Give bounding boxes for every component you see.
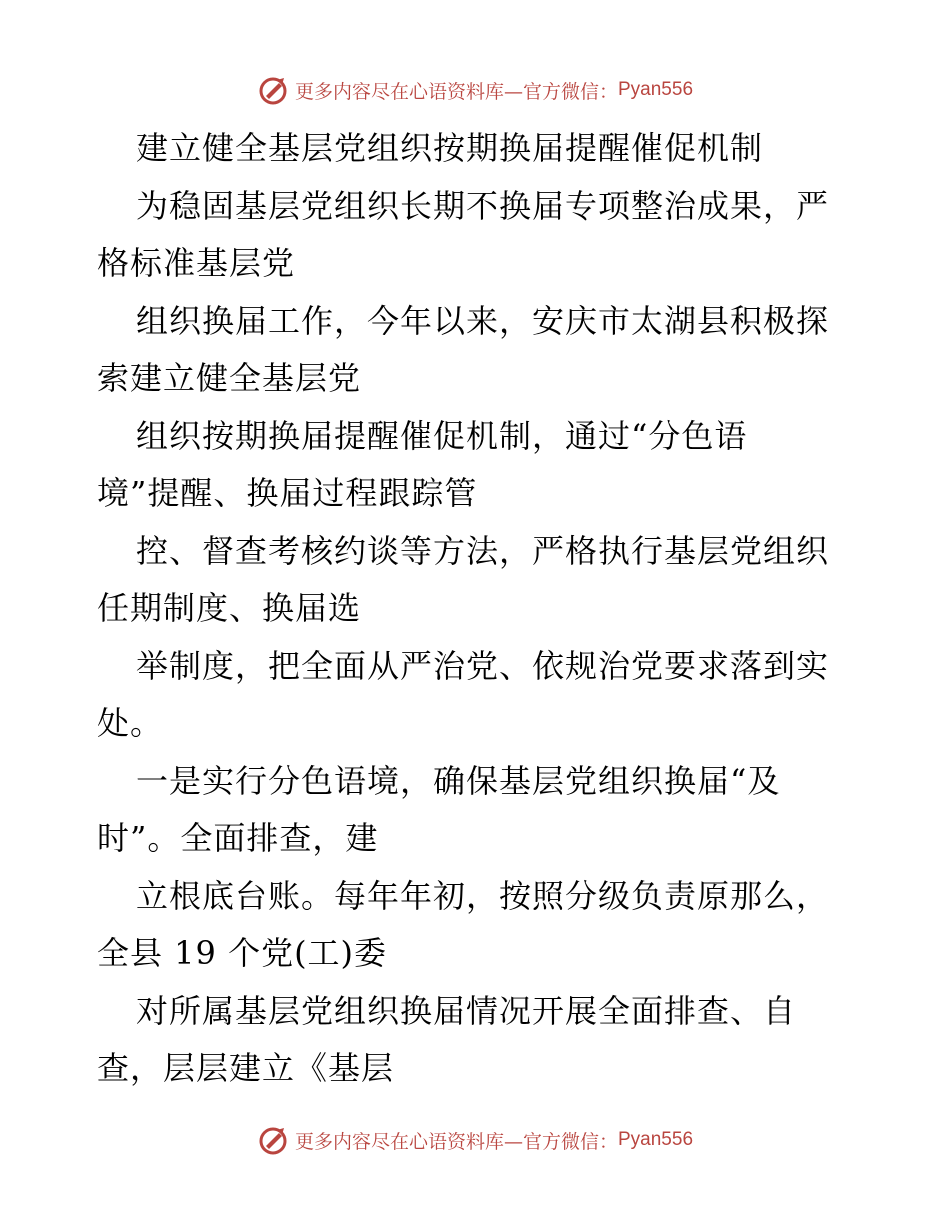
text-line: 立根底台账。每年年初，按照分级负责原那么，	[136, 876, 830, 915]
text-line: 查，层层建立《基层	[97, 1049, 395, 1087]
text-line: 全县 19 个党(工)委	[97, 934, 388, 972]
text-line: 一是实行分色语境，确保基层党组织换届“及	[136, 761, 781, 800]
banner-wechat-id: Pyan556	[618, 1129, 694, 1150]
banner-wechat-id: Pyan556	[618, 79, 694, 100]
logo-icon	[257, 1124, 289, 1156]
header-banner	[0, 70, 950, 110]
text-line: 组织按期换届提醒催促机制，通过“分色语	[136, 416, 748, 455]
doc-title: 建立健全基层党组织按期换届提醒催促机制	[136, 129, 764, 167]
banner-text: 更多内容尽在心语资料库—官方微信：	[294, 1130, 618, 1153]
text-line: 为稳固基层党组织长期不换届专项整治成果，严	[136, 186, 830, 225]
text-line: 控、督查考核约谈等方法，严格执行基层党组织	[136, 531, 830, 570]
text-line: 处。	[97, 704, 164, 742]
text-line: 境”提醒、换届过程跟踪管	[97, 474, 478, 512]
text-line: 举制度，把全面从严治党、依规治党要求落到实	[136, 646, 830, 685]
footer-banner	[0, 1120, 950, 1160]
logo-icon	[257, 74, 289, 106]
text-line: 对所属基层党组织换届情况开展全面排查、自	[136, 991, 797, 1030]
document-body	[97, 120, 867, 1098]
banner-text: 更多内容尽在心语资料库—官方微信：	[294, 80, 618, 103]
text-line: 任期制度、换届选	[97, 589, 362, 627]
text-line: 组织换届工作，今年以来，安庆市太湖县积极探	[136, 301, 830, 340]
text-line: 索建立健全基层党	[97, 359, 362, 397]
text-line: 格标准基层党	[97, 244, 296, 282]
text-line: 时”。全面排查，建	[97, 819, 379, 857]
